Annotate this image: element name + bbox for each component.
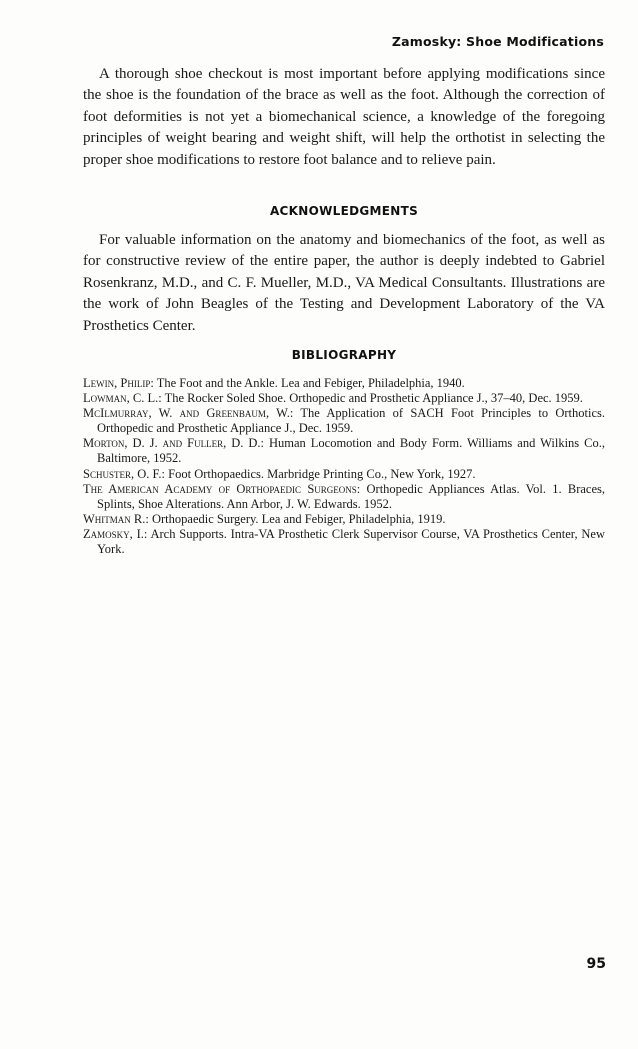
bibliography-citation: Arch Supports. Intra-VA Prosthetic Clerk Supervisor Course, VA Prosthetics Center, New York. — [97, 526, 605, 557]
bibliography-entry — [83, 527, 605, 557]
page-number: 95 — [586, 956, 606, 972]
bibliography-author: Schuster, O. F.: — [83, 466, 166, 481]
bibliography-author: Whitman R.: — [83, 511, 149, 526]
bibliography-author: McIlmurray, W. and Greenbaum, W.: — [83, 406, 294, 421]
bibliography-entry — [83, 467, 605, 482]
bibliography-citation: Orthopaedic Surgery. Lea and Febiger, Philadelphia, 1919. — [148, 511, 446, 526]
bibliography-citation: Orthopedic Appliances Atlas. Vol. 1. Braces, Splints, Shoe Alterations. Ann Arbor, J. W. Edwards. 1952. — [97, 481, 605, 511]
bibliography-author: Lowman, C. L.: — [83, 391, 162, 406]
bibliography-heading: BIBLIOGRAPHY — [291, 348, 397, 362]
bibliography-author: Morton, D. J. and Fuller, D. D.: — [83, 436, 264, 451]
bibliography-author: Zamosky, I.: — [83, 526, 148, 541]
intro-paragraph: A thorough shoe checkout is most important before applying modifications since the shoe is the foundation of the brace as well as the foot. Although the correction of foot deformities is not yet a biomechanical science, a knowledge of the foregoing principles of weight bearing and weight shift, will help the orthotist in selecting the proper shoe modifications to restore foot balance and to relieve pain. — [83, 66, 605, 168]
bibliography-citation: The Rocker Soled Shoe. Orthopedic and Prosthetic Appliance J., 37–40, Dec. 1959. — [161, 391, 583, 406]
bibliography-entry — [83, 376, 605, 391]
bibliography-citation: The Foot and the Ankle. Lea and Febiger, Philadelphia, 1940. — [153, 376, 465, 390]
bibliography-list — [83, 376, 605, 557]
bibliography-author: Lewin, Philip: — [83, 376, 154, 390]
bibliography-author: The American Academy of Orthopaedic Surgeons: — [83, 481, 361, 496]
bibliography-citation: Human Locomotion and Body Form. Williams and Wilkins Co., Baltimore, 1952. — [97, 436, 605, 466]
bibliography-entry — [83, 406, 605, 436]
bibliography-entry — [83, 482, 605, 512]
running-head: Zamosky: Shoe Modifications — [391, 34, 604, 49]
acknowledgments-heading: ACKNOWLEDGMENTS — [269, 204, 419, 218]
bibliography-entry — [83, 391, 605, 406]
acknowledgments-paragraph: For valuable information on the anatomy and biomechanics of the foot, as well as for constructive review of the entire paper, the author is deeply indebted to Gabriel Rosenkranz, M.D., and C. F. Mueller, M.D., VA Medical Consultants. Illustrations are the work of John Beagles of the Testing and Development Laboratory of the VA Prosthetics Center. — [83, 232, 605, 334]
bibliography-citation: Foot Orthopaedics. Marbridge Printing Co., New York, 1927. — [165, 466, 476, 481]
bibliography-citation: The Application of SACH Foot Principles to Orthotics. Orthopedic and Prosthetic Appliance J., Dec. 1959. — [97, 406, 606, 436]
bibliography-entry — [83, 512, 605, 527]
bibliography-entry — [83, 436, 605, 466]
